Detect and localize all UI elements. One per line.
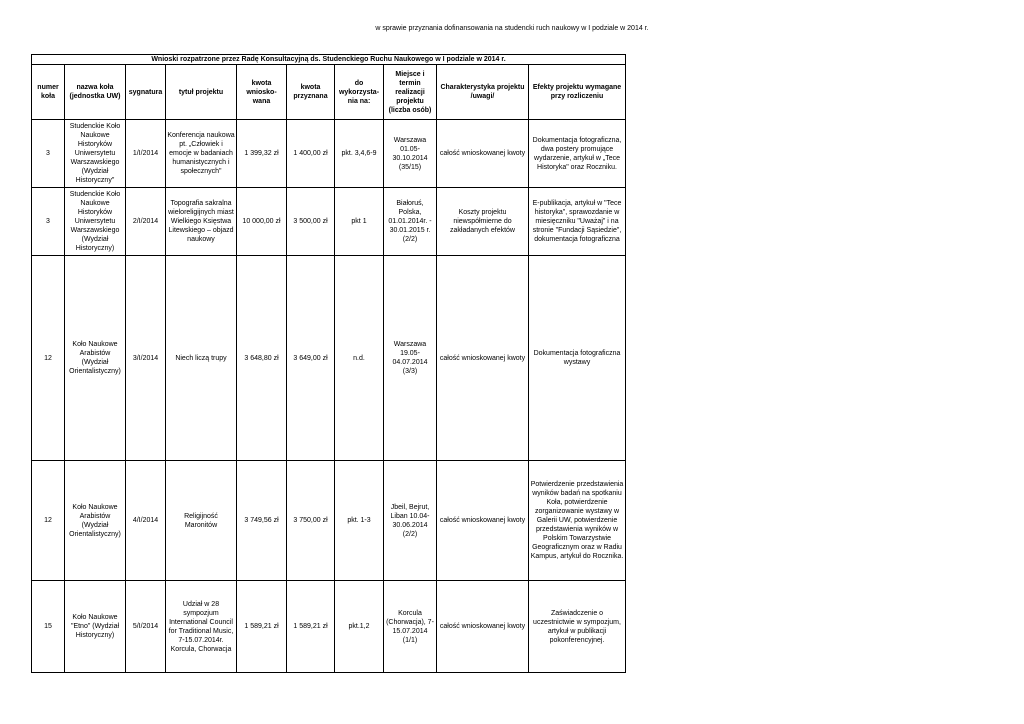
column-header-miejsce: Miejsce i termin realizacji projektu (liczba osób): [384, 65, 437, 120]
cell-kwota-wnioskowana: 3 749,56 zł: [237, 461, 287, 581]
table-row: [32, 461, 626, 581]
cell-nazwa: Studenckie Koło Naukowe Historyków Uniwersytetu Warszawskiego (Wydział Historyczny": [65, 120, 126, 188]
column-header-numer: numer koła: [32, 65, 65, 120]
cell-kwota-przyznana: 3 750,00 zł: [287, 461, 335, 581]
column-header-charakterystyka: Charakterystyka projektu /uwagi/: [437, 65, 529, 120]
cell-charakterystyka: całość wnioskowanej kwoty: [437, 256, 529, 461]
cell-nazwa: Koło Naukowe Arabistów (Wydział Orientalistyczny): [65, 256, 126, 461]
cell-charakterystyka: całość wnioskowanej kwoty: [437, 461, 529, 581]
column-header-efekty: Efekty projektu wymagane przy rozliczeniu: [529, 65, 626, 120]
cell-tytul: Topografia sakralna wieloreligijnych miast Wielkiego Księstwa Litewskiego – objazd naukowy: [166, 188, 237, 256]
cell-kwota-przyznana: 1 589,21 zł: [287, 581, 335, 673]
cell-efekty: Potwierdzenie przedstawienia wyników badań na spotkaniu Koła, potwierdzenie zorganizowanie wystawy w Galerii UW, potwierdzenie przedstawienia wyników w Polskim Towarzystwie Geograficznym oraz w Radiu Kampus, artykuł do Rocznika.: [529, 461, 626, 581]
cell-charakterystyka: Koszty projektu niewspółmierne do zakładanych efektów: [437, 188, 529, 256]
cell-do-wykorzystania: pkt. 3,4,6-9: [335, 120, 384, 188]
table-title: Wnioski rozpatrzone przez Radę Konsultacyjną ds. Studenckiego Ruchu Naukowego w I podziale w 2014 r.: [32, 55, 626, 65]
column-header-kwota-przyznana: kwota przyznana: [287, 65, 335, 120]
cell-nazwa: Koło Naukowe "Etno" (Wydział Historyczny): [65, 581, 126, 673]
cell-sygnatura: 3/I/2014: [126, 256, 166, 461]
cell-tytul: Niech liczą trupy: [166, 256, 237, 461]
cell-numer: 12: [32, 461, 65, 581]
cell-kwota-wnioskowana: 1 589,21 zł: [237, 581, 287, 673]
cell-efekty: Zaświadczenie o uczestnictwie w sympozjum, artykuł w publikacji pokonferencyjnej.: [529, 581, 626, 673]
cell-kwota-przyznana: 3 500,00 zł: [287, 188, 335, 256]
applications-table: [31, 54, 626, 673]
cell-kwota-przyznana: 1 400,00 zł: [287, 120, 335, 188]
cell-numer: 12: [32, 256, 65, 461]
cell-do-wykorzystania: pkt. 1-3: [335, 461, 384, 581]
table-header-row: [32, 65, 626, 120]
cell-sygnatura: 4/I/2014: [126, 461, 166, 581]
cell-efekty: E-publikacja, artykuł w "Tece historyka", sprawozdanie w miesięczniku "Uważaj" i na stronie "Fundacji Sąsiedzie", dokumentacja fotograficzna: [529, 188, 626, 256]
cell-nazwa: Koło Naukowe Arabistów (Wydział Orientalistyczny): [65, 461, 126, 581]
cell-miejsce: Warszawa 19.05-04.07.2014 (3/3): [384, 256, 437, 461]
cell-do-wykorzystania: n.d.: [335, 256, 384, 461]
cell-tytul: Udział w 28 sympozjum International Council for Traditional Music, 7-15.07.2014r. Korcula, Chorwacja: [166, 581, 237, 673]
cell-sygnatura: 5/I/2014: [126, 581, 166, 673]
cell-sygnatura: 2/I/2014: [126, 188, 166, 256]
cell-sygnatura: 1/I/2014: [126, 120, 166, 188]
cell-efekty: Dokumentacja fotograficzna, dwa postery promujące wydarzenie, artykuł w „Tece Historyka" oraz Roczniku.: [529, 120, 626, 188]
cell-numer: 3: [32, 120, 65, 188]
cell-do-wykorzystania: pkt 1: [335, 188, 384, 256]
cell-nazwa: Studenckie Koło Naukowe Historyków Uniwersytetu Warszawskiego (Wydział Historyczny): [65, 188, 126, 256]
column-header-sygnatura: sygnatura: [126, 65, 166, 120]
cell-miejsce: Jbeil, Bejrut, Liban 10.04-30.06.2014 (2/2): [384, 461, 437, 581]
cell-numer: 3: [32, 188, 65, 256]
table-row: [32, 581, 626, 673]
cell-numer: 15: [32, 581, 65, 673]
document-header-note: w sprawie przyznania dofinansowania na studencki ruch naukowy w I podziale w 2014 r.: [375, 25, 649, 32]
cell-kwota-wnioskowana: 1 399,32 zł: [237, 120, 287, 188]
column-header-do-wykorzystania: do wykorzysta-nia na:: [335, 65, 384, 120]
cell-efekty: Dokumentacja fotograficzna wystawy: [529, 256, 626, 461]
column-header-kwota-wnioskowana: kwota wniosko-wana: [237, 65, 287, 120]
cell-miejsce: Białoruś, Polska, 01.01.2014r. - 30.01.2015 r. (2/2): [384, 188, 437, 256]
cell-tytul: Konferencja naukowa pt. „Człowiek i emocje w badaniach humanistycznych i społecznych": [166, 120, 237, 188]
column-header-tytul: tytuł projektu: [166, 65, 237, 120]
column-header-nazwa: nazwa koła (jednostka UW): [65, 65, 126, 120]
table-row: [32, 188, 626, 256]
cell-kwota-wnioskowana: 3 648,80 zł: [237, 256, 287, 461]
cell-kwota-przyznana: 3 649,00 zł: [287, 256, 335, 461]
cell-kwota-wnioskowana: 10 000,00 zł: [237, 188, 287, 256]
cell-tytul: Religijność Maronitów: [166, 461, 237, 581]
cell-charakterystyka: całość wnioskowanej kwoty: [437, 581, 529, 673]
cell-charakterystyka: całość wnioskowanej kwoty: [437, 120, 529, 188]
cell-miejsce: Warszawa 01.05-30.10.2014 (35/15): [384, 120, 437, 188]
table-row: [32, 120, 626, 188]
cell-do-wykorzystania: pkt.1,2: [335, 581, 384, 673]
cell-miejsce: Korcula (Chorwacja), 7-15.07.2014 (1/1): [384, 581, 437, 673]
table-row: [32, 256, 626, 461]
